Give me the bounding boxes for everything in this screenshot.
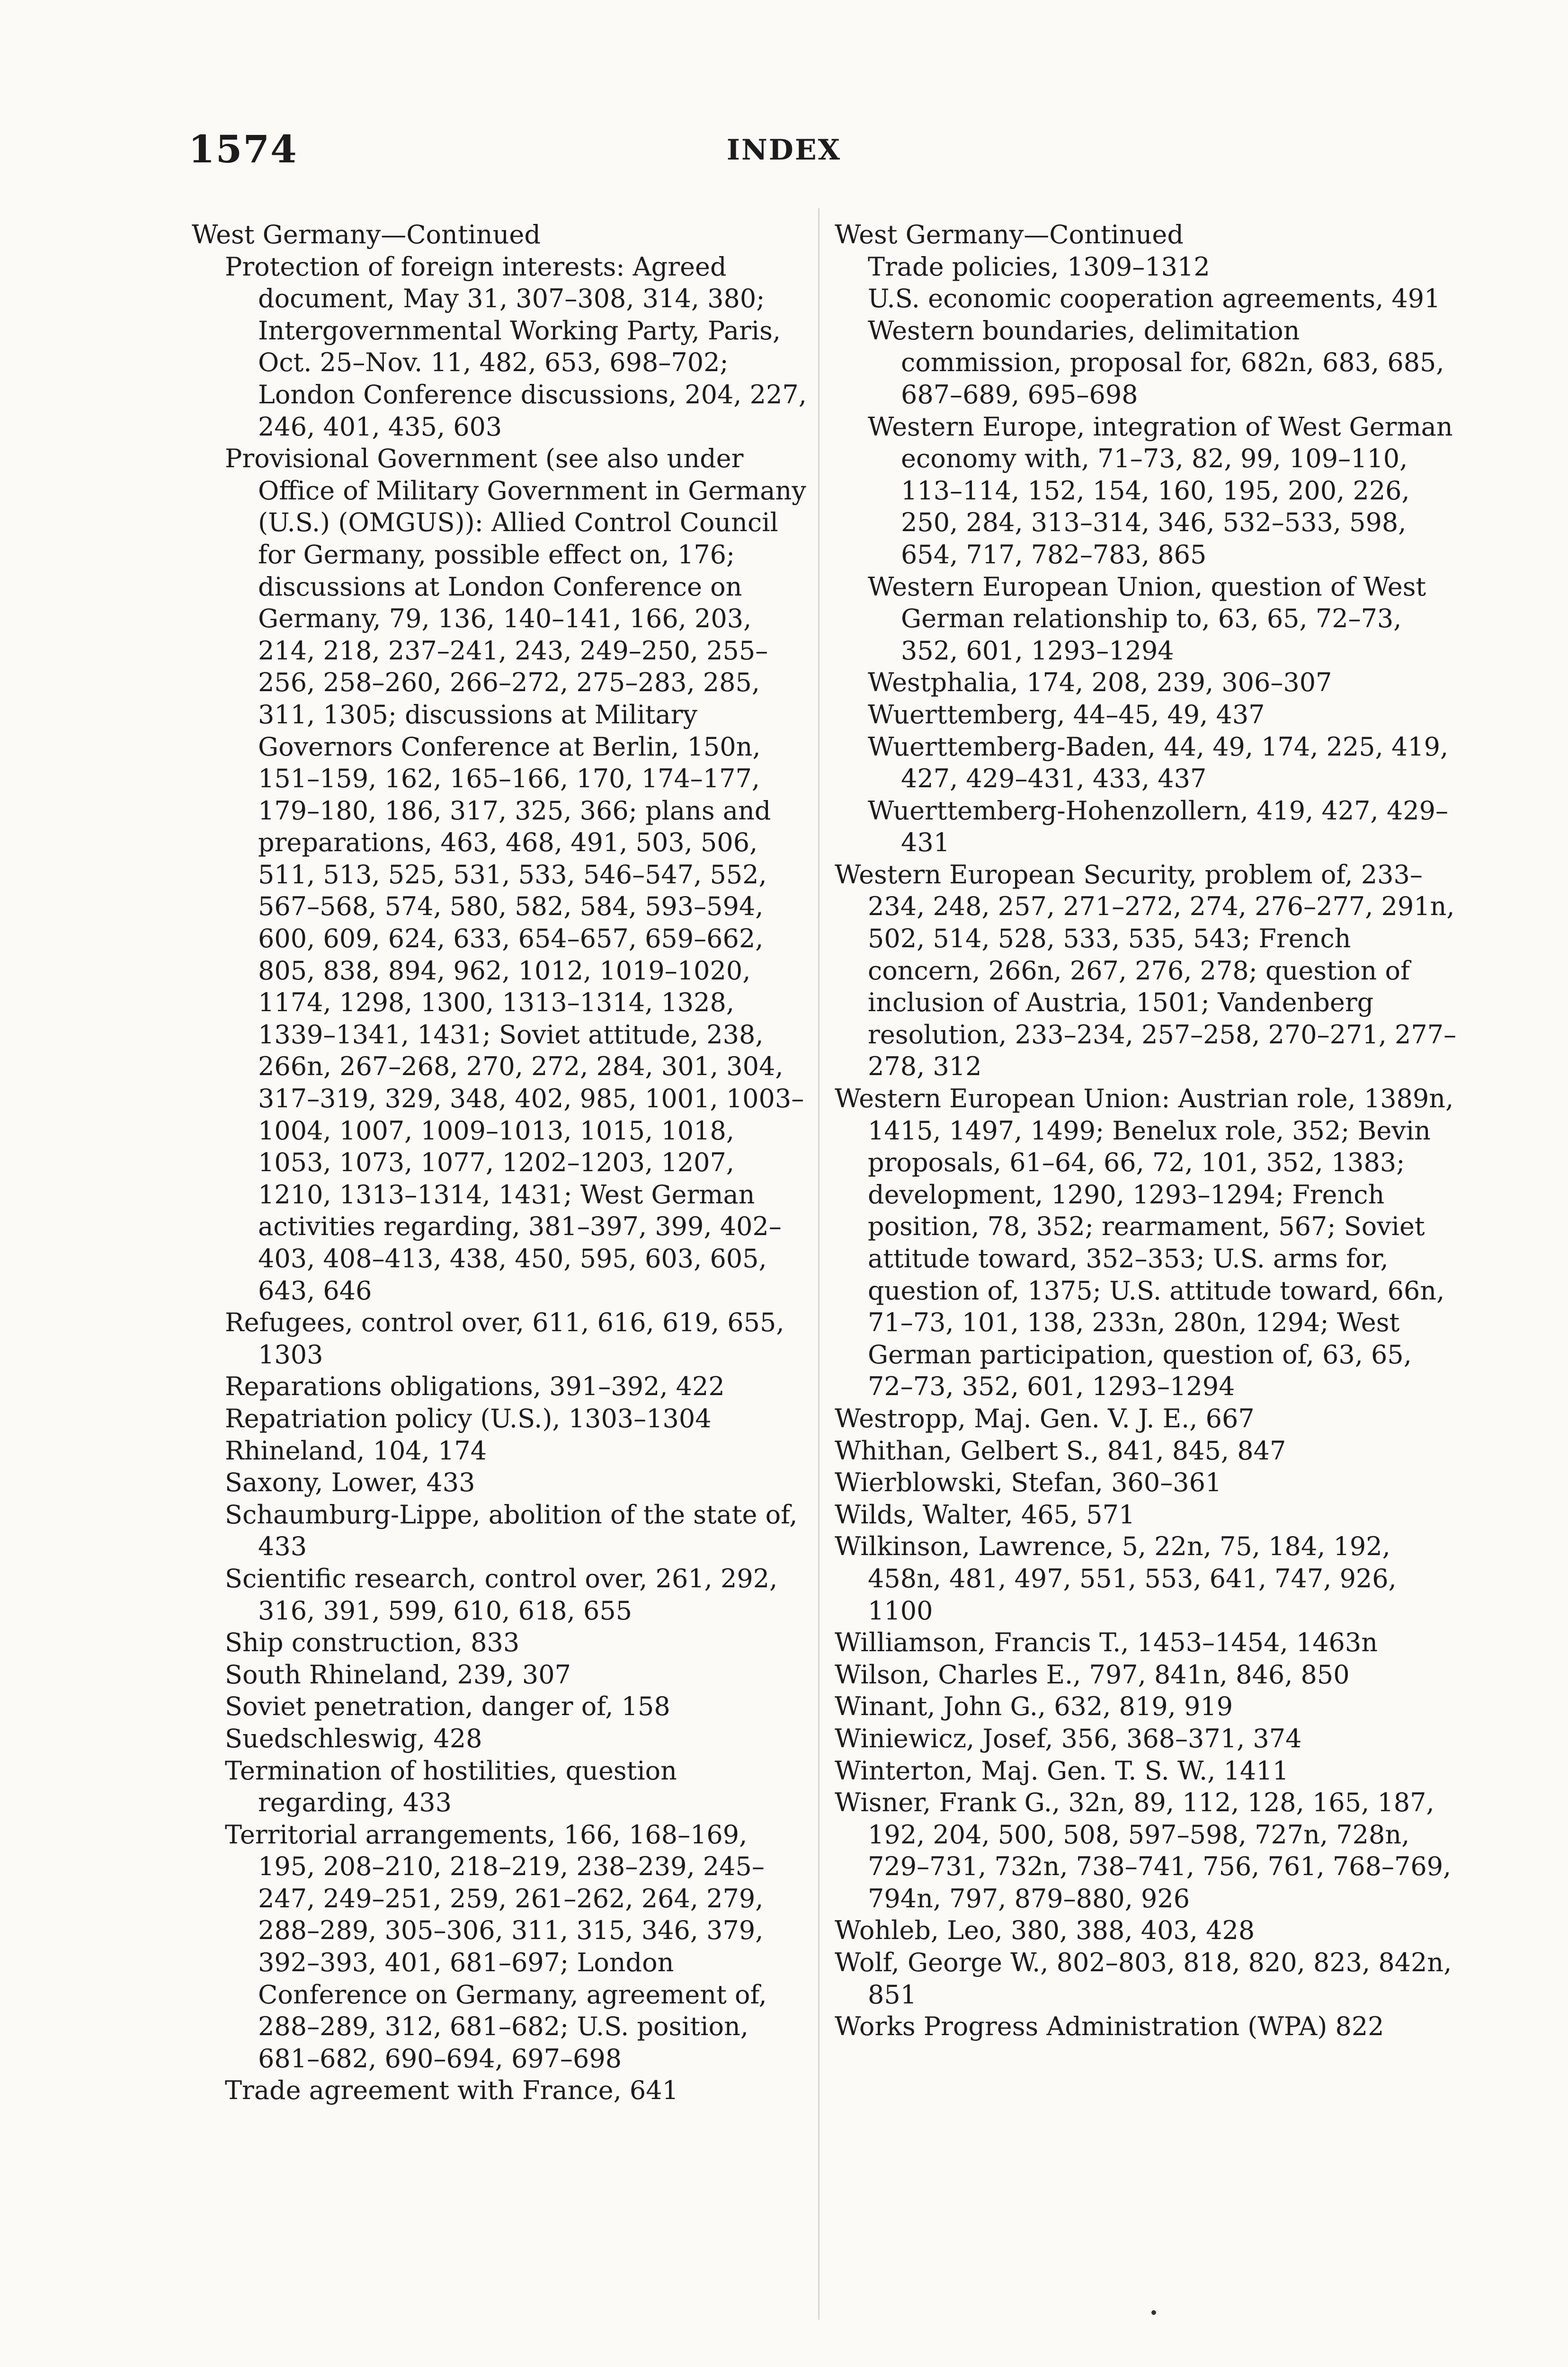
ink-dot <box>1151 2310 1156 2315</box>
left-column <box>192 219 807 2107</box>
column-divider <box>818 208 820 2320</box>
index-entry: Protection of foreign interests: Agreed document, May 31, 307–308, 314, 380; Intergovernmental Working Party, Paris, Oct. 25–Nov. 11, 482, 653, 698–702; London Conference discussions, 204, 227, 246, 401, 435, 603 <box>225 251 807 442</box>
running-head: INDEX <box>726 133 842 167</box>
index-entry: Western European Union, question of West German relationship to, 63, 65, 72–73, 352, 601, 1293–1294 <box>868 571 1426 666</box>
index-entry: Saxony, Lower, 433 <box>225 1468 475 1498</box>
index-entry: Wuerttemberg-Baden, 44, 49, 174, 225, 419, 427, 429–431, 433, 437 <box>868 731 1449 794</box>
index-entry: Winant, John G., 632, 819, 919 <box>835 1691 1233 1722</box>
index-entry: Ship construction, 833 <box>225 1628 520 1658</box>
index-entry: Western European Union: Austrian role, 1389n, 1415, 1497, 1499; Benelux role, 352; Bevin proposals, 61–64, 66, 72, 101, 352, 1383; development, 1290, 1293–1294; French position, 78, 352; rearmament, 567; Soviet attitude toward, 352–353; U.S. arms for, question of, 1375; U.S. attitude toward, 66n, 71–73, 101, 138, 233n, 280n, 1294; West German participation, question of, 63, 65, 72–73, 352, 601, 1293–1294 <box>835 1084 1454 1402</box>
index-heading: West Germany—Continued <box>835 220 1184 249</box>
index-entry: Refugees, control over, 611, 616, 619, 655, 1303 <box>225 1308 784 1370</box>
index-entry: Westphalia, 174, 208, 239, 306–307 <box>868 667 1332 698</box>
index-entry: Repatriation policy (U.S.), 1303–1304 <box>225 1403 712 1433</box>
index-entry: Territorial arrangements, 166, 168–169, 195, 208–210, 218–219, 238–239, 245–247, 249–251, 259, 261–262, 264, 279, 288–289, 305–306, 311, 315, 346, 379, 392–393, 401, 681–697; London Conference on Germany, agreement of, 288–289, 312, 681–682; U.S. position, 681–682, 690–694, 697–698 <box>225 1819 767 2073</box>
index-entry: Wilkinson, Lawrence, 5, 22n, 75, 184, 192, 458n, 481, 497, 551, 553, 641, 747, 926, 1100 <box>835 1531 1397 1626</box>
index-entry: Reparations obligations, 391–392, 422 <box>225 1371 725 1402</box>
index-entry: Wohleb, Leo, 380, 388, 403, 428 <box>835 1915 1255 1946</box>
index-entry: South Rhineland, 239, 307 <box>225 1659 571 1690</box>
index-entry: Whithan, Gelbert S., 841, 845, 847 <box>835 1435 1286 1466</box>
index-entry: Westropp, Maj. Gen. V. J. E., 667 <box>835 1403 1255 1433</box>
index-entry: Trade agreement with France, 641 <box>225 2075 678 2106</box>
index-entry: Termination of hostilities, question regarding, 433 <box>225 1755 677 1818</box>
index-entry: Works Progress Administration (WPA) 822 <box>835 2011 1384 2042</box>
index-entry: Wuerttemberg, 44–45, 49, 437 <box>868 699 1265 730</box>
index-entry: Provisional Government (see also under Office of Military Government in Germany (U.S.) (OMGUS)): Allied Control Council for Germany, possible effect on, 176; discussions at London Conference on Germany, 79, 136, 140–141, 166, 203, 214, 218, 237–241, 243, 249–250, 255–256, 258–260, 266–272, 275–283, 285, 311, 1305; discussions at Military Governors Conference at Berlin, 150n, 151–159, 162, 165–166, 170, 174–177, 179–180, 186, 317, 325, 366; plans and preparations, 463, 468, 491, 503, 506, 511, 513, 525, 531, 533, 546–547, 552, 567–568, 574, 580, 582, 584, 593–594, 600, 609, 624, 633, 654–657, 659–662, 805, 838, 894, 962, 1012, 1019–1020, 1174, 1298, 1300, 1313–1314, 1328, 1339–1341, 1431; Soviet attitude, 238, 266n, 267–268, 270, 272, 284, 301, 304, 317–319, 329, 348, 402, 985, 1001, 1003–1004, 1007, 1009–1013, 1015, 1018, 1053, 1073, 1077, 1202–1203, 1207, 1210, 1313–1314, 1431; West German activities regarding, 381–397, 399, 402–403, 408–413, 438, 450, 595, 603, 605, 643, 646 <box>225 444 806 1306</box>
index-entry: Western Europe, integration of West German economy with, 71–73, 82, 99, 109–110, 113–114, 152, 154, 160, 195, 200, 226, 250, 284, 313–314, 346, 532–533, 598, 654, 717, 782–783, 865 <box>868 411 1453 570</box>
index-heading: West Germany—Continued <box>192 220 541 249</box>
index-entry: Wolf, George W., 802–803, 818, 820, 823, 842n, 851 <box>835 1948 1452 2010</box>
index-entry: Western European Security, problem of, 233–234, 248, 257, 271–272, 274, 276–277, 291n, 502, 514, 528, 533, 535, 543; French concern, 266n, 267, 276, 278; question of inclusion of Austria, 1501; Vandenberg resolution, 233–234, 257–258, 270–271, 277–278, 312 <box>835 859 1457 1082</box>
index-entry: Soviet penetration, danger of, 158 <box>225 1691 670 1722</box>
index-entry: Winiewicz, Josef, 356, 368–371, 374 <box>835 1723 1302 1753</box>
index-entry: Winterton, Maj. Gen. T. S. W., 1411 <box>835 1755 1289 1786</box>
index-entry: Suedschleswig, 428 <box>225 1723 482 1753</box>
index-entry: U.S. economic cooperation agreements, 491 <box>868 284 1441 314</box>
right-column <box>835 219 1460 2043</box>
index-entry: Rhineland, 104, 174 <box>225 1435 487 1466</box>
index-entry: Wilds, Walter, 465, 571 <box>835 1499 1135 1530</box>
index-entry: Trade policies, 1309–1312 <box>868 251 1210 282</box>
index-entry: Wierblowski, Stefan, 360–361 <box>835 1468 1222 1498</box>
index-entry: Western boundaries, delimitation commission, proposal for, 682n, 683, 685, 687–689, 695–698 <box>868 315 1444 409</box>
index-entry: Wuerttemberg-Hohenzollern, 419, 427, 429–431 <box>868 795 1448 858</box>
index-entry: Schaumburg-Lippe, abolition of the state of, 433 <box>225 1499 798 1562</box>
page-number: 1574 <box>188 127 298 171</box>
index-entry: Scientific research, control over, 261, 292, 316, 391, 599, 610, 618, 655 <box>225 1563 778 1626</box>
index-entry: Wilson, Charles E., 797, 841n, 846, 850 <box>835 1659 1350 1690</box>
index-entry: Wisner, Frank G., 32n, 89, 112, 128, 165, 187, 192, 204, 500, 508, 597–598, 727n, 728n, 729–731, 732n, 738–741, 756, 761, 768–769, 794n, 797, 879–880, 926 <box>835 1788 1452 1913</box>
index-entry: Williamson, Francis T., 1453–1454, 1463n <box>835 1628 1378 1658</box>
